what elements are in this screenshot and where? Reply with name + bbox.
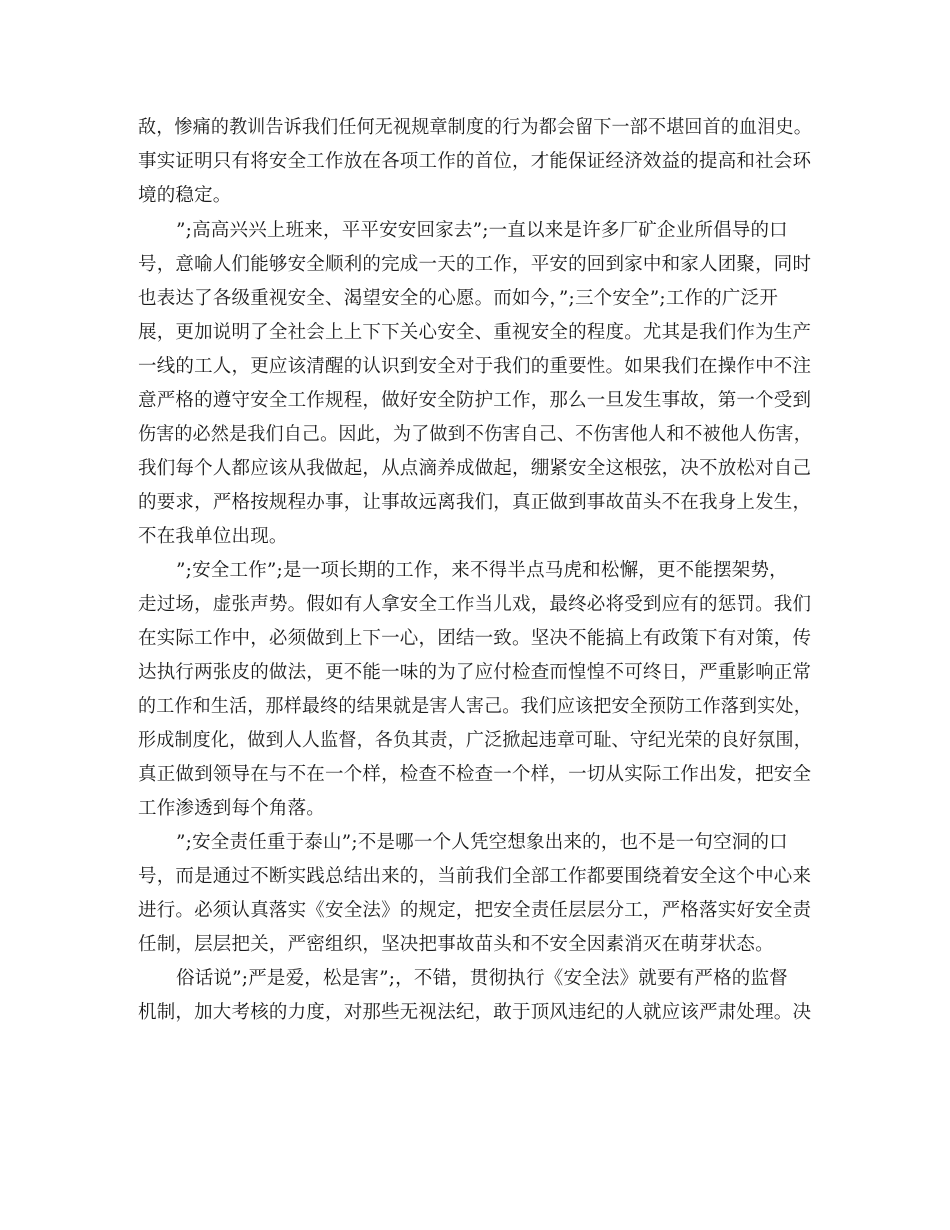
paragraph-first-line: ”;高高兴兴上班来，平平安安回家去”;一直以来是许多厂矿企业所倡导的口 [176, 220, 788, 241]
paragraph-first-line: 俗话说”;严是爱，松是害”;，不错，贯彻执行《安全法》就要有严格的监督 [176, 968, 788, 989]
text-line: 任制，层层把关，严密组织，坚决把事故苗头和不安全因素消灭在萌芽状态。 [138, 934, 774, 955]
text-line: 一线的工人，更应该清醒的认识到安全对于我们的重要性。如果我们在操作中不注 [138, 356, 812, 377]
text-line: 号，意喻人们能够安全顺利的完成一天的工作，平安的回到家中和家人团聚，同时 [138, 254, 812, 275]
text-line: 达执行两张皮的做法，更不能一味的为了应付检查而惶惶不可终日，严重影响正常 [138, 662, 812, 683]
text-line: 走过场，虚张声势。假如有人拿安全工作当儿戏，最终必将受到应有的惩罚。我们 [138, 594, 812, 615]
text-line: 我们每个人都应该从我做起，从点滴养成做起，绷紧安全这根弦，决不放松对自己 [138, 458, 812, 479]
text-line: 形成制度化，做到人人监督，各负其责，广泛掀起违章可耻、守纪光荣的良好氛围， [138, 730, 812, 751]
text-line: 工作渗透到每个角落。 [138, 798, 326, 819]
text-line: 也表达了各级重视安全、渴望安全的心愿。而如今，”;三个安全”;工作的广泛开 [138, 288, 779, 309]
paragraph-first-line: ”;安全责任重于泰山”;不是哪一个人凭空想象出来的，也不是一句空洞的口 [176, 832, 788, 853]
text-line: 事实证明只有将安全工作放在各项工作的首位，才能保证经济效益的提高和社会环 [138, 151, 812, 172]
paragraph-first-line: ”;安全工作”;是一项长期的工作，来不得半点马虎和松懈，更不能摆架势， [176, 560, 788, 581]
text-line: 机制，加大考核的力度，对那些无视法纪，敢于顶风违纪的人就应该严肃处理。决 [138, 1002, 812, 1023]
text-line: 在实际工作中，必须做到上下一心，团结一致。坚决不能搞上有政策下有对策，传 [138, 628, 812, 649]
text-line: 不在我单位出现。 [138, 526, 288, 547]
text-line: 的工作和生活，那样最终的结果就是害人害己。我们应该把安全预防工作落到实处， [138, 696, 812, 717]
text-line: 敌，惨痛的教训告诉我们任何无视规章制度的行为都会留下一部不堪回首的血泪史。 [138, 117, 812, 138]
text-line: 境的稳定。 [138, 185, 232, 206]
text-line: 展，更加说明了全社会上上下下关心安全、重视安全的程度。尤其是我们作为生产 [138, 322, 812, 343]
text-line: 意严格的遵守安全工作规程，做好安全防护工作，那么一旦发生事故，第一个受到 [138, 390, 812, 411]
text-line: 进行。必须认真落实《安全法》的规定，把安全责任层层分工，严格落实好安全责 [138, 900, 812, 921]
text-line: 伤害的必然是我们自己。因此，为了做到不伤害自己、不伤害他人和不被他人伤害， [138, 424, 812, 445]
text-line: 的要求，严格按规程办事，让事故远离我们，真正做到事故苗头不在我身上发生， [138, 492, 812, 513]
text-line: 号，而是通过不断实践总结出来的，当前我们全部工作都要围绕着安全这个中心来 [138, 866, 812, 887]
text-line: 真正做到领导在与不在一个样，检查不检查一个样，一切从实际工作出发，把安全 [138, 764, 812, 785]
